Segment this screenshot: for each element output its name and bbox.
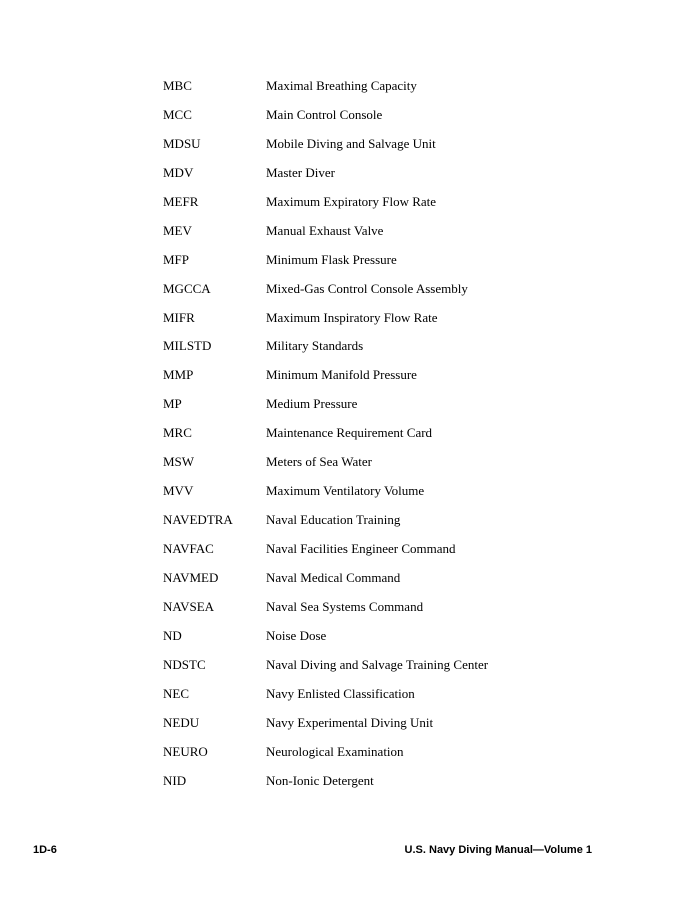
abbreviation-code: MMP — [163, 367, 194, 383]
abbreviation-row — [163, 77, 623, 106]
abbreviation-code: ND — [163, 627, 182, 643]
abbreviation-row — [163, 222, 623, 251]
footer-manual-title: U.S. Navy Diving Manual—Volume 1 — [404, 844, 592, 856]
abbreviation-definition: Maximal Breathing Capacity — [266, 78, 417, 93]
abbreviation-definition: Non-Ionic Detergent — [266, 772, 374, 788]
abbreviation-definition: Medium Pressure — [266, 396, 358, 412]
abbreviation-code: MIFR — [163, 309, 195, 325]
abbreviation-row — [163, 164, 623, 193]
abbreviation-row — [163, 482, 623, 511]
abbreviation-row — [163, 627, 623, 656]
abbreviation-row — [163, 540, 623, 569]
abbreviation-code: MRC — [163, 425, 192, 441]
abbreviation-row — [163, 743, 623, 772]
abbreviation-definition: Maximum Ventilatory Volume — [266, 483, 425, 499]
abbreviation-definition: Noise Dose — [266, 627, 327, 643]
abbreviation-definition: Naval Facilities Engineer Command — [266, 541, 456, 556]
abbreviation-code: NEDU — [163, 714, 200, 730]
abbreviation-code: NAVSEA — [163, 598, 215, 614]
abbreviation-code: MCC — [163, 106, 192, 122]
abbreviation-definition: Navy Experimental Diving Unit — [266, 714, 434, 730]
abbreviation-row — [163, 309, 623, 338]
abbreviation-code: MSW — [163, 454, 195, 470]
abbreviation-code: MBC — [163, 78, 192, 93]
abbreviation-code: MFP — [163, 251, 190, 267]
abbreviation-row — [163, 280, 623, 309]
abbreviation-code: NAVEDTRA — [163, 512, 233, 528]
abbreviation-row — [163, 395, 623, 424]
abbreviation-code: NAVFAC — [163, 541, 214, 556]
abbreviation-definition: Minimum Flask Pressure — [266, 251, 397, 267]
abbreviation-definition: Maximum Expiratory Flow Rate — [266, 193, 437, 209]
abbreviation-row — [163, 772, 623, 801]
abbreviation-definition: Naval Sea Systems Command — [266, 598, 424, 614]
abbreviation-code: MP — [163, 396, 182, 412]
abbreviation-definition: Mixed-Gas Control Console Assembly — [266, 280, 468, 296]
abbreviation-definition: Mobile Diving and Salvage Unit — [266, 135, 436, 151]
abbreviation-definition: Manual Exhaust Valve — [266, 222, 384, 238]
abbreviation-row — [163, 656, 623, 685]
abbreviation-definition: Maximum Inspiratory Flow Rate — [266, 309, 438, 325]
abbreviation-definition: Minimum Manifold Pressure — [266, 367, 417, 383]
abbreviation-row — [163, 453, 623, 482]
abbreviation-row — [163, 251, 623, 280]
abbreviation-row — [163, 106, 623, 135]
abbreviation-list — [163, 77, 623, 800]
abbreviation-definition: Naval Diving and Salvage Training Center — [266, 656, 489, 672]
abbreviation-code: MEV — [163, 222, 192, 238]
abbreviation-definition: Military Standards — [266, 338, 364, 354]
abbreviation-definition: Main Control Console — [266, 106, 383, 122]
abbreviation-code: MEFR — [163, 193, 199, 209]
abbreviation-definition: Naval Medical Command — [266, 569, 401, 585]
abbreviation-code: NDSTC — [163, 656, 206, 672]
abbreviation-code: MDV — [163, 164, 194, 180]
abbreviation-definition: Meters of Sea Water — [266, 454, 372, 470]
abbreviation-code: MILSTD — [163, 338, 212, 354]
abbreviation-row — [163, 569, 623, 598]
abbreviation-definition: Navy Enlisted Classification — [266, 685, 415, 701]
abbreviation-row — [163, 424, 623, 453]
abbreviation-row — [163, 598, 623, 627]
abbreviation-code: MVV — [163, 483, 194, 499]
abbreviation-row — [163, 135, 623, 164]
abbreviation-code: NEC — [163, 685, 189, 701]
abbreviation-row — [163, 685, 623, 714]
footer-page-number: 1D-6 — [33, 844, 57, 856]
abbreviation-code: NEURO — [163, 743, 208, 759]
abbreviation-code: MGCCA — [163, 280, 211, 296]
abbreviation-definition: Neurological Examination — [266, 743, 404, 759]
abbreviation-definition: Maintenance Requirement Card — [266, 425, 433, 441]
abbreviation-row — [163, 337, 623, 366]
abbreviation-code: NAVMED — [163, 569, 219, 585]
abbreviation-definition: Master Diver — [266, 164, 335, 180]
abbreviation-code: NID — [163, 772, 187, 788]
abbreviation-row — [163, 714, 623, 743]
abbreviation-row — [163, 193, 623, 222]
abbreviation-definition: Naval Education Training — [266, 512, 401, 528]
abbreviation-row — [163, 366, 623, 395]
abbreviation-code: MDSU — [163, 135, 201, 151]
abbreviation-row — [163, 511, 623, 540]
